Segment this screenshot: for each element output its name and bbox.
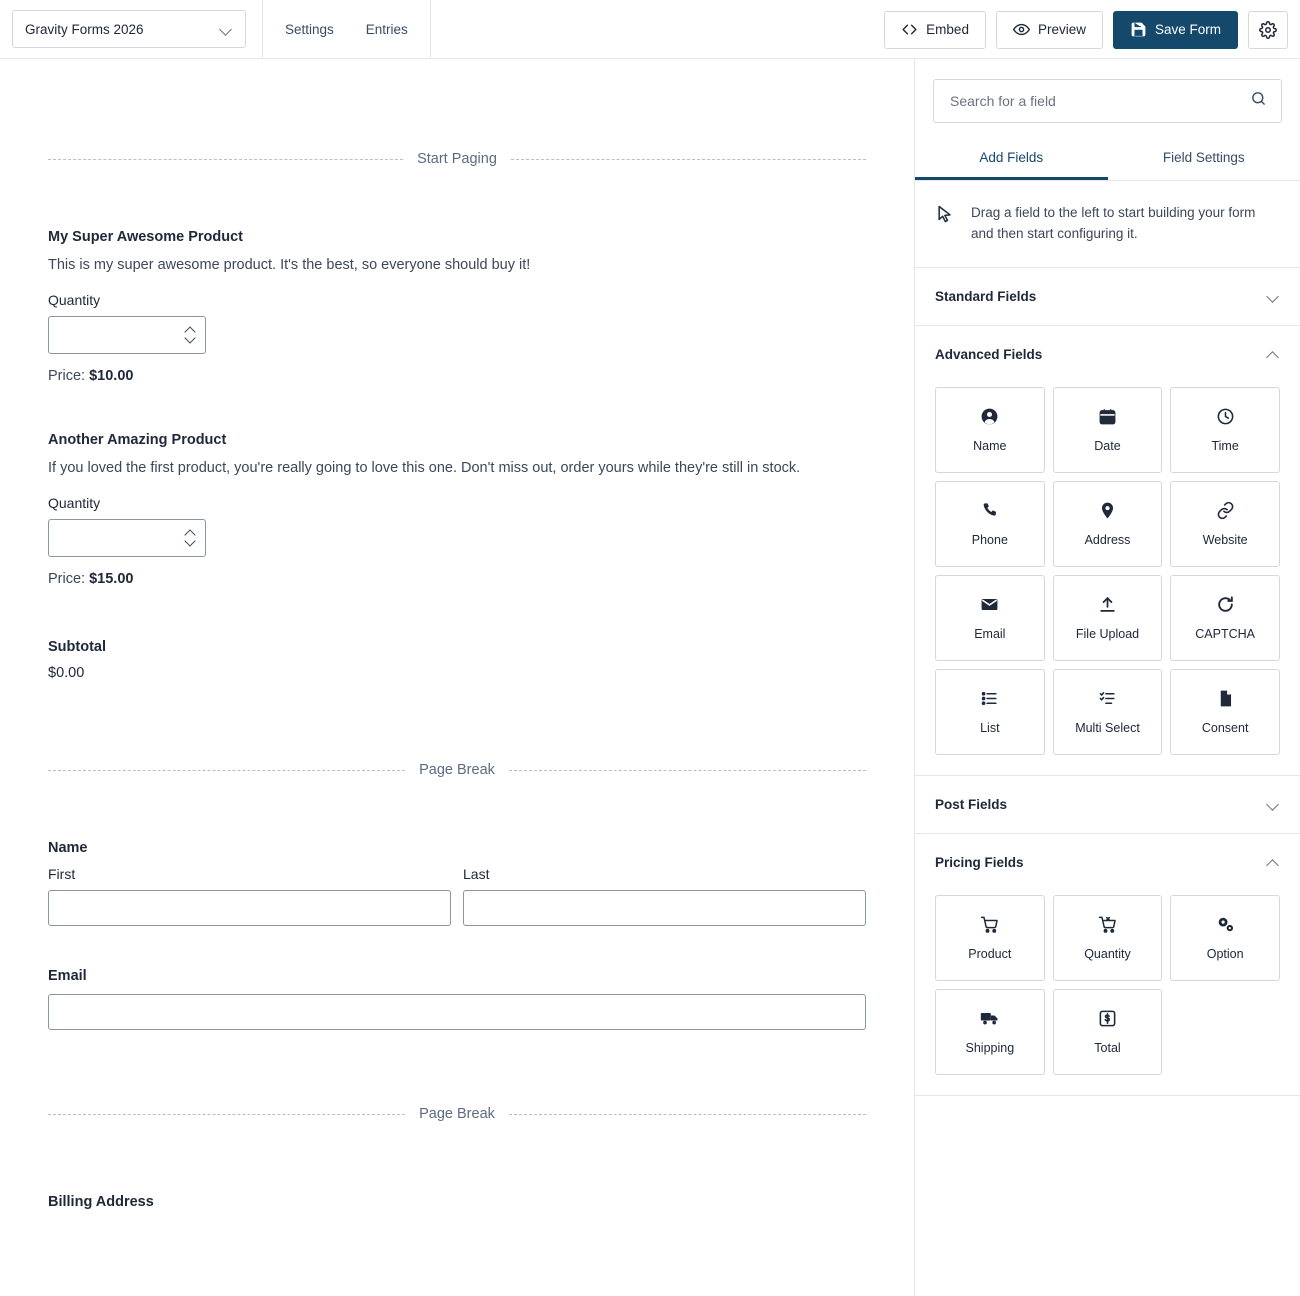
- list-icon: [980, 689, 999, 708]
- panel-tabs: [915, 137, 1300, 181]
- form-editor-canvas: [0, 59, 915, 1296]
- search-icon[interactable]: [1250, 90, 1267, 112]
- field-button-date[interactable]: [1053, 387, 1163, 473]
- chevron-down-icon: [1268, 798, 1280, 810]
- field-button-quantity[interactable]: [1053, 895, 1163, 981]
- section-title: Advanced Fields: [935, 346, 1043, 362]
- envelope-icon: [980, 595, 999, 614]
- clock-icon: [1216, 407, 1235, 426]
- eye-icon: [1013, 21, 1030, 38]
- name-last-input[interactable]: [463, 890, 866, 926]
- map-pin-icon: [1098, 501, 1117, 520]
- multi-select-icon: [1098, 689, 1117, 708]
- name-first-label: First: [48, 866, 76, 883]
- tab-field-settings[interactable]: Field Settings: [1162, 150, 1245, 165]
- start-paging-label: Start Paging: [417, 151, 497, 167]
- name-last-label: Last: [463, 866, 490, 883]
- form-selector-value: Gravity Forms 2026: [25, 21, 144, 37]
- section-standard-fields-header[interactable]: [915, 268, 1300, 325]
- field-label: Product: [968, 946, 1012, 961]
- section-title: Pricing Fields: [935, 854, 1024, 870]
- field-label: CAPTCHA: [1195, 626, 1256, 641]
- drag-hint-text: Drag a field to the left to start building your form and then start configuring it.: [971, 205, 1256, 241]
- section-post-fields-header[interactable]: [915, 776, 1300, 833]
- name-field[interactable]: [48, 840, 866, 926]
- top-actions: [884, 0, 1288, 59]
- preview-button[interactable]: [996, 11, 1103, 49]
- product-price: [48, 368, 866, 384]
- field-label: Time: [1211, 438, 1239, 453]
- document-icon: [1216, 689, 1235, 708]
- divider-line-right: [509, 770, 866, 771]
- quantity-stepper[interactable]: [48, 316, 206, 354]
- divider-line-right: [509, 1114, 866, 1115]
- field-label: List: [980, 720, 1000, 735]
- section-advanced-fields: [915, 326, 1300, 776]
- upload-icon: [1098, 595, 1117, 614]
- field-button-list[interactable]: [935, 669, 1045, 755]
- top-nav: [262, 0, 431, 59]
- field-label: File Upload: [1075, 626, 1140, 641]
- product-title: My Super Awesome Product: [48, 229, 243, 245]
- divider-line-right: [511, 159, 866, 160]
- name-last-group: [463, 866, 866, 926]
- chevron-down-icon: [1268, 290, 1280, 302]
- field-button-consent[interactable]: [1170, 669, 1280, 755]
- section-advanced-fields-header[interactable]: [915, 326, 1300, 383]
- calendar-icon: [1098, 407, 1117, 426]
- dollar-box-icon: [1098, 1009, 1117, 1028]
- quantity-label: Quantity: [48, 495, 101, 512]
- save-form-button[interactable]: [1113, 11, 1238, 49]
- field-label: Name: [973, 438, 1007, 453]
- phone-icon: [980, 501, 999, 520]
- field-label: Option: [1206, 946, 1244, 961]
- field-button-website[interactable]: [1170, 481, 1280, 567]
- field-button-option[interactable]: [1170, 895, 1280, 981]
- tab-add-fields[interactable]: Add Fields: [915, 137, 1108, 180]
- search-field-box[interactable]: [933, 79, 1282, 123]
- search-container: [915, 59, 1300, 137]
- field-button-email[interactable]: [935, 575, 1045, 661]
- section-title: Standard Fields: [935, 288, 1037, 304]
- page-break-label: Page Break: [419, 1106, 495, 1123]
- field-label: Total: [1094, 1040, 1121, 1055]
- field-button-product[interactable]: [935, 895, 1045, 981]
- name-field-label: Name: [48, 840, 88, 857]
- start-paging-separator: [48, 151, 866, 167]
- subtotal-value: $0.00: [48, 665, 85, 682]
- chevron-up-icon: [1268, 348, 1280, 360]
- divider-line-left: [48, 159, 403, 160]
- code-icon: [901, 21, 918, 38]
- product-description: If you loved the first product, you're really going to love this one. Don't miss out, order yours while they're still in stock.: [48, 460, 801, 477]
- email-field-label: Email: [48, 968, 87, 985]
- field-button-address[interactable]: [1053, 481, 1163, 567]
- search-input[interactable]: [948, 92, 1250, 110]
- price-label: Price:: [48, 368, 86, 385]
- save-form-label: Save Form: [1154, 22, 1221, 37]
- pricing-fields-grid: [915, 891, 1300, 1095]
- top-toolbar: [0, 0, 1300, 59]
- preview-label: Preview: [1037, 22, 1086, 37]
- page-break-separator-1: [48, 762, 866, 778]
- product-title: Another Amazing Product: [48, 432, 227, 449]
- form-settings-button[interactable]: [1248, 11, 1288, 49]
- drag-hint: [915, 181, 1300, 268]
- section-pricing-fields-header[interactable]: [915, 834, 1300, 891]
- field-button-captcha[interactable]: [1170, 575, 1280, 661]
- quantity-label: Quantity: [48, 292, 101, 309]
- field-button-name[interactable]: [935, 387, 1045, 473]
- nav-item-entries[interactable]: Entries: [365, 21, 408, 37]
- cart-icon: [980, 915, 999, 934]
- price-value: $15.00: [89, 571, 134, 588]
- field-label: Quantity: [1084, 946, 1131, 961]
- field-label: Phone: [971, 532, 1008, 547]
- advanced-fields-grid: [915, 383, 1300, 775]
- field-label: Multi Select: [1075, 720, 1140, 735]
- field-label: Website: [1202, 532, 1248, 547]
- name-first-input[interactable]: [48, 890, 451, 926]
- chevron-up-icon: [1268, 856, 1280, 868]
- product-price: [48, 571, 866, 587]
- divider-line-left: [48, 1114, 405, 1115]
- field-label: Email: [974, 626, 1006, 641]
- cursor-arrow-icon: [935, 203, 955, 230]
- options-gears-icon: [1216, 915, 1235, 934]
- field-panel: [915, 59, 1300, 1296]
- link-icon: [1216, 501, 1235, 520]
- field-button-file-upload[interactable]: [1053, 575, 1163, 661]
- form-selector[interactable]: [12, 10, 246, 48]
- product-description: This is my super awesome product. It's the best, so everyone should buy it!: [48, 257, 531, 273]
- embed-label: Embed: [926, 22, 969, 37]
- product-field-1[interactable]: [48, 229, 866, 384]
- price-value: $10.00: [89, 368, 134, 385]
- field-button-multi-select[interactable]: [1053, 669, 1163, 755]
- billing-address-label: Billing Address: [48, 1194, 154, 1211]
- price-label: Price:: [48, 571, 86, 588]
- section-title: Post Fields: [935, 796, 1008, 812]
- page-break-separator-2: [48, 1106, 866, 1122]
- chevron-down-icon: [221, 23, 233, 35]
- email-field[interactable]: [48, 968, 866, 1030]
- cart-quantity-icon: [1098, 915, 1117, 934]
- field-button-total[interactable]: [1053, 989, 1163, 1075]
- field-label: Shipping: [965, 1041, 1015, 1056]
- section-post-fields: [915, 776, 1300, 834]
- field-label: Date: [1094, 438, 1121, 453]
- truck-icon: [980, 1008, 1000, 1028]
- gear-icon: [1259, 21, 1277, 39]
- field-button-shipping[interactable]: [935, 989, 1045, 1075]
- section-standard-fields: [915, 268, 1300, 326]
- refresh-icon: [1216, 595, 1235, 614]
- email-input[interactable]: [48, 994, 866, 1030]
- save-disk-icon: [1130, 21, 1147, 38]
- user-circle-icon: [980, 407, 999, 426]
- stepper-arrows-icon[interactable]: [185, 529, 195, 547]
- subtotal-field[interactable]: [48, 639, 866, 681]
- field-label: Consent: [1201, 720, 1249, 735]
- product-field-2[interactable]: [48, 432, 866, 587]
- embed-button[interactable]: [884, 11, 986, 49]
- section-pricing-fields: [915, 834, 1300, 1096]
- subtotal-label: Subtotal: [48, 639, 106, 656]
- page-break-label: Page Break: [419, 762, 495, 779]
- name-first-group: [48, 866, 451, 926]
- divider-line-left: [48, 770, 405, 771]
- field-label: Address: [1084, 532, 1131, 547]
- quantity-stepper[interactable]: [48, 519, 206, 557]
- field-button-time[interactable]: [1170, 387, 1280, 473]
- stepper-arrows-icon[interactable]: [185, 326, 195, 344]
- field-button-phone[interactable]: [935, 481, 1045, 567]
- nav-item-settings[interactable]: Settings: [285, 21, 334, 37]
